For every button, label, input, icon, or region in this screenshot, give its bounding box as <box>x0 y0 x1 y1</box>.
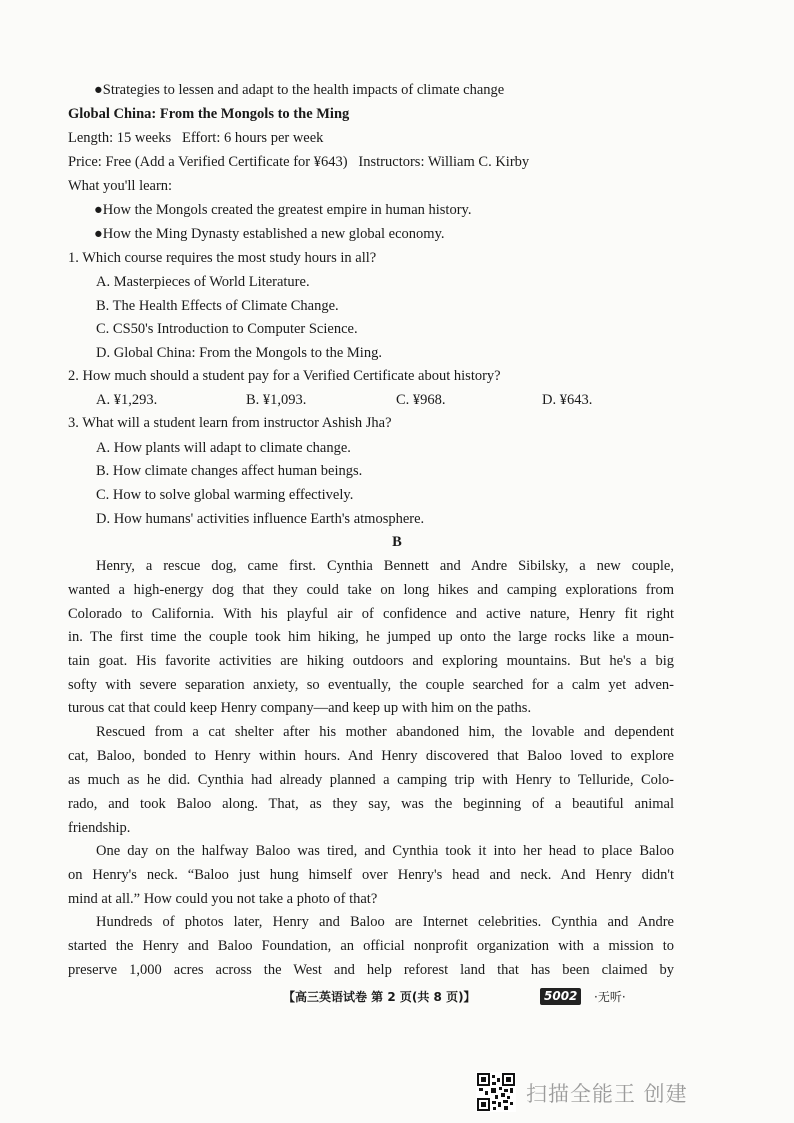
qr-code-icon <box>476 1072 516 1112</box>
para3-line: on Henry's neck. “Baloo just hung himself over Henry's head and neck. And Henry didn't <box>68 867 674 883</box>
para3-line: mind at all.” How could you not take a photo of that? <box>68 891 378 907</box>
course-bullet-2: ●How the Ming Dynasty established a new global economy. <box>94 226 445 242</box>
question-2-option-c: C. ¥968. <box>396 392 446 408</box>
para2-line: as much as he did. Cynthia had already planned a camping trip with Henry to Telluride, Colo- <box>68 772 674 788</box>
course-title: Global China: From the Mongols to the Ming <box>68 106 350 122</box>
para1-line: wanted a high-energy dog that they could take on long hikes and camping explorations from <box>68 582 674 598</box>
para4-line: started the Henry and Baloo Foundation, an official nonprofit organization with a mission to <box>68 938 674 954</box>
para1-line: in. The first time the couple took him hiking, he jumped up onto the large rocks like a moun- <box>68 629 674 645</box>
para1-line: tain goat. His favorite activities are hiking outdoors and exploring mountains. But he's a big <box>68 653 674 669</box>
question-1-option-a: A. Masterpieces of World Literature. <box>96 274 310 290</box>
course-price: Price: Free (Add a Verified Certificate for ¥643) Instructors: William C. Kirby <box>68 154 530 170</box>
para1-line: softy with severe separation anxiety, so eventually, the couple searched for a calm yet adven- <box>68 677 674 693</box>
course-bullet-prev: ●Strategies to lessen and adapt to the health impacts of climate change <box>94 82 505 98</box>
para3-line: One day on the halfway Baloo was tired, and Cynthia took it into her head to place Baloo <box>96 843 674 859</box>
footer-page-info: 【高三英语试卷 第 2 页(共 8 页)】 <box>283 990 476 1004</box>
question-3-option-c: C. How to solve global warming effectively. <box>96 487 354 503</box>
question-2-option-b: B. ¥1,093. <box>246 392 307 408</box>
question-1-stem: 1. Which course requires the most study hours in all? <box>68 250 377 266</box>
question-3-option-a: A. How plants will adapt to climate change. <box>96 440 351 456</box>
question-1-option-c: C. CS50's Introduction to Computer Science. <box>96 321 358 337</box>
question-3-stem: 3. What will a student learn from instructor Ashish Jha? <box>68 415 392 431</box>
section-b-label: B <box>392 534 402 550</box>
question-1-option-b: B. The Health Effects of Climate Change. <box>96 298 339 314</box>
course-bullet-1: ●How the Mongols created the greatest empire in human history. <box>94 202 472 218</box>
para1-line: turous cat that could keep Henry company—and keep up with him on the paths. <box>68 700 532 716</box>
scanner-watermark <box>476 1070 736 1114</box>
question-2-option-a: A. ¥1,293. <box>96 392 158 408</box>
para4-line: preserve 1,000 acres across the West and help reforest land that has been claimed by <box>68 962 674 978</box>
para1-line: Colorado to California. With his playful air of confidence and active nature, Henry fit right <box>68 606 674 622</box>
question-2-option-d: D. ¥643. <box>542 392 593 408</box>
question-1-option-d: D. Global China: From the Mongols to the Ming. <box>96 345 382 361</box>
para4-line: Hundreds of photos later, Henry and Baloo are Internet celebrities. Cynthia and Andre <box>96 914 674 930</box>
course-learn-label: What you'll learn: <box>68 178 173 194</box>
para2-line: Rescued from a cat shelter after his mother abandoned him, the lovable and dependent <box>96 724 674 740</box>
question-3-option-b: B. How climate changes affect human beings. <box>96 463 363 479</box>
watermark-text: 扫描全能王 创建 <box>526 1082 688 1106</box>
question-2-stem: 2. How much should a student pay for a Verified Certificate about history? <box>68 368 501 384</box>
question-3-option-d: D. How humans' activities influence Earth's atmosphere. <box>96 511 425 527</box>
footer-tag: ·无听· <box>594 990 626 1004</box>
para1-line: Henry, a rescue dog, came first. Cynthia Bennett and Andre Sibilsky, a new couple, <box>96 558 674 574</box>
course-length: Length: 15 weeks Effort: 6 hours per week <box>68 130 324 146</box>
footer-code-badge: 5002 <box>540 988 581 1005</box>
para2-line: cat, Baloo, bonded to Henry within hours. And Henry discovered that Baloo loved to explore <box>68 748 674 764</box>
para2-line: friendship. <box>68 820 131 836</box>
para2-line: rado, and took Baloo along. That, as they say, was the beginning of a beautiful animal <box>68 796 674 812</box>
